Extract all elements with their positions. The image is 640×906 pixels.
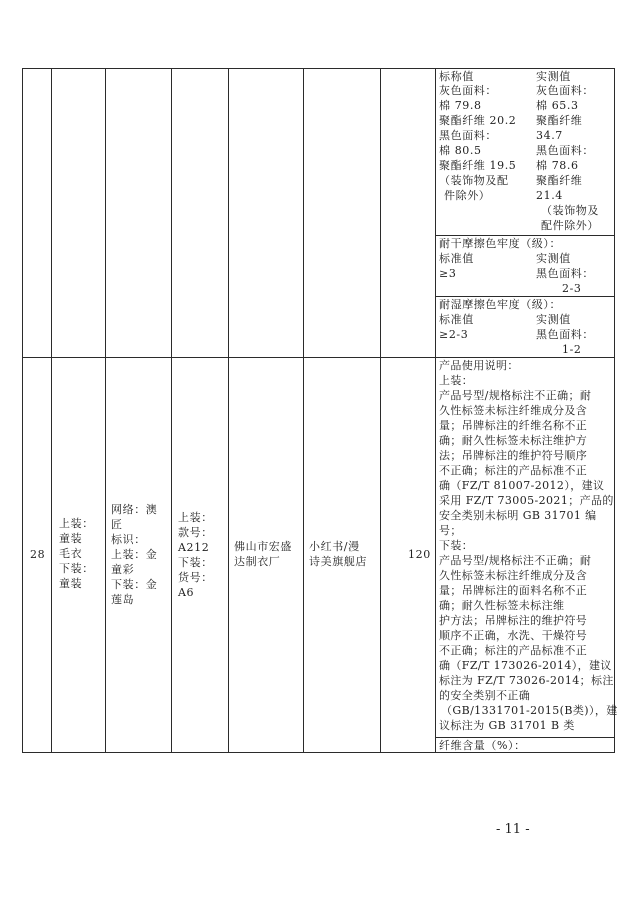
measured-line: 聚酯纤维 <box>536 114 583 127</box>
product-line: 毛衣 <box>59 547 83 560</box>
measured-line: 34.7 <box>536 129 563 142</box>
wet-rub-measured-value: 1-2 <box>562 343 582 356</box>
model-line: A212 <box>178 541 210 554</box>
model-line: A6 <box>178 586 195 599</box>
table-border-top <box>22 68 615 69</box>
measured-line: （装饰物及 <box>541 204 599 217</box>
nominal-line: 棉 79.8 <box>439 99 482 112</box>
subrow-divider-fiber <box>435 737 615 738</box>
model-line: 下装： <box>178 556 213 569</box>
measured-line: 灰色面料： <box>536 84 594 97</box>
wet-rub-std-label: 标准值 <box>439 313 474 326</box>
issue-line: 安全类别未标明 GB 31701 编 <box>439 509 597 522</box>
dry-rub-std-label: 标准值 <box>439 252 474 265</box>
measured-header: 实测值 <box>536 70 571 83</box>
wet-rub-title: 耐湿摩擦色牢度（级）： <box>439 298 562 311</box>
measured-line: 聚酯纤维 <box>536 174 583 187</box>
nominal-header: 标称值 <box>439 70 474 83</box>
price: 120 <box>408 548 431 561</box>
col-divider-3 <box>171 68 172 753</box>
col-divider-4 <box>228 68 229 753</box>
brand-line: 童彩 <box>111 563 135 576</box>
model-line: 上装： <box>178 511 213 524</box>
issue-line: 量；吊牌标注的纤维名称不正 <box>439 419 588 432</box>
issue-line: 产品号型/规格标注不正确；耐 <box>439 389 592 402</box>
issue-line: 久性标签未标注纤维成分及含 <box>439 404 588 417</box>
col-divider-5 <box>303 68 304 753</box>
brand-line: 匠 <box>111 518 123 531</box>
measured-line: 21.4 <box>536 189 563 202</box>
issue-line: 上装： <box>439 374 474 387</box>
issue-line: 顺序不正确，水洗、干燥符号 <box>439 629 588 642</box>
model-line: 款号： <box>178 526 213 539</box>
nominal-line: 聚酯纤维 19.5 <box>439 159 517 172</box>
issue-line: （GB/1331701-2015(B类)），建 <box>441 704 618 717</box>
issue-line: 护方法；吊牌标注的维护符号 <box>439 614 588 627</box>
brand-line: 莲岛 <box>111 593 135 606</box>
fiber-content-title: 纤维含量（%）： <box>439 739 526 752</box>
dry-rub-measured-fabric: 黑色面料： <box>536 267 594 280</box>
table-border-left <box>22 68 23 753</box>
brand-line: 网络：澳 <box>111 503 158 516</box>
measured-line: 棉 78.6 <box>536 159 579 172</box>
dry-rub-measured-label: 实测值 <box>536 252 571 265</box>
wet-rub-measured-label: 实测值 <box>536 313 571 326</box>
row-index: 28 <box>30 548 46 561</box>
issue-line: 号； <box>439 524 462 537</box>
nominal-line: 棉 80.5 <box>439 144 482 157</box>
col-divider-1 <box>51 68 52 753</box>
issue-line: 确（FZ/T 173026-2014），建议 <box>439 659 612 672</box>
issue-line: 法；吊牌标注的维护符号顺序 <box>439 449 588 462</box>
col-divider-6 <box>380 68 381 753</box>
issue-line: 下装： <box>439 539 474 552</box>
measured-line: 配件除外） <box>541 219 599 232</box>
dry-rub-measured-value: 2-3 <box>562 282 582 295</box>
seller-line: 诗美旗舰店 <box>309 555 367 568</box>
dry-rub-title: 耐干摩擦色牢度（级）： <box>439 237 562 250</box>
nominal-line: 灰色面料： <box>439 84 497 97</box>
issue-line: 不正确；标注的产品标准不正 <box>439 464 588 477</box>
manufacturer-line: 达制衣厂 <box>234 555 281 568</box>
dry-rub-std-value: ≥3 <box>439 267 457 280</box>
manufacturer-line: 佛山市宏盛 <box>234 540 292 553</box>
wet-rub-measured-fabric: 黑色面料： <box>536 328 594 341</box>
issue-line: 产品号型/规格标注不正确；耐 <box>439 554 592 567</box>
page-number: - 11 - <box>496 822 530 837</box>
issue-line: 不正确；标注的产品标准不正 <box>439 644 588 657</box>
issue-line: 确（FZ/T 81007-2012），建议 <box>439 479 605 492</box>
wet-rub-std-value: ≥2-3 <box>439 328 469 341</box>
issue-line: 的安全类别不正确 <box>439 689 531 702</box>
issue-line: 标注为 FZ/T 73026-2014；标注 <box>439 674 614 687</box>
product-line: 童装 <box>59 532 83 545</box>
product-line: 下装： <box>59 562 94 575</box>
nominal-line: 黑色面料： <box>439 129 497 142</box>
brand-line: 标识： <box>111 533 146 546</box>
subrow-divider-wet <box>435 296 615 297</box>
brand-line: 上装：金 <box>111 548 158 561</box>
model-line: 货号： <box>178 571 213 584</box>
issue-line: 确；耐久性标签未标注维护方 <box>439 434 588 447</box>
product-line: 上装： <box>59 517 94 530</box>
issue-line: 量；吊牌标注的面料名称不正 <box>439 584 588 597</box>
col-divider-7 <box>435 68 436 753</box>
subrow-divider-dry <box>435 235 615 236</box>
issue-line: 确；耐久性标签未标注维 <box>439 599 565 612</box>
seller-line: 小红书/漫 <box>309 540 360 553</box>
nominal-line: 聚酯纤维 20.2 <box>439 114 517 127</box>
table-border-right <box>614 68 615 753</box>
issue-line: 久性标签未标注纤维成分及含 <box>439 569 588 582</box>
nominal-line: （装饰物及配 <box>439 174 509 187</box>
measured-line: 黑色面料： <box>536 144 594 157</box>
measured-line: 棉 65.3 <box>536 99 579 112</box>
issue-line: 产品使用说明： <box>439 359 519 372</box>
row-divider-28 <box>22 357 615 358</box>
nominal-line: 件除外） <box>444 189 491 202</box>
issue-line: 采用 FZ/T 73005-2021；产品的 <box>439 494 614 507</box>
product-line: 童装 <box>59 577 83 590</box>
brand-line: 下装：金 <box>111 578 158 591</box>
issue-line: 议标注为 GB 31701 B 类 <box>439 719 575 732</box>
col-divider-2 <box>105 68 106 753</box>
table-border-bottom <box>22 752 615 753</box>
